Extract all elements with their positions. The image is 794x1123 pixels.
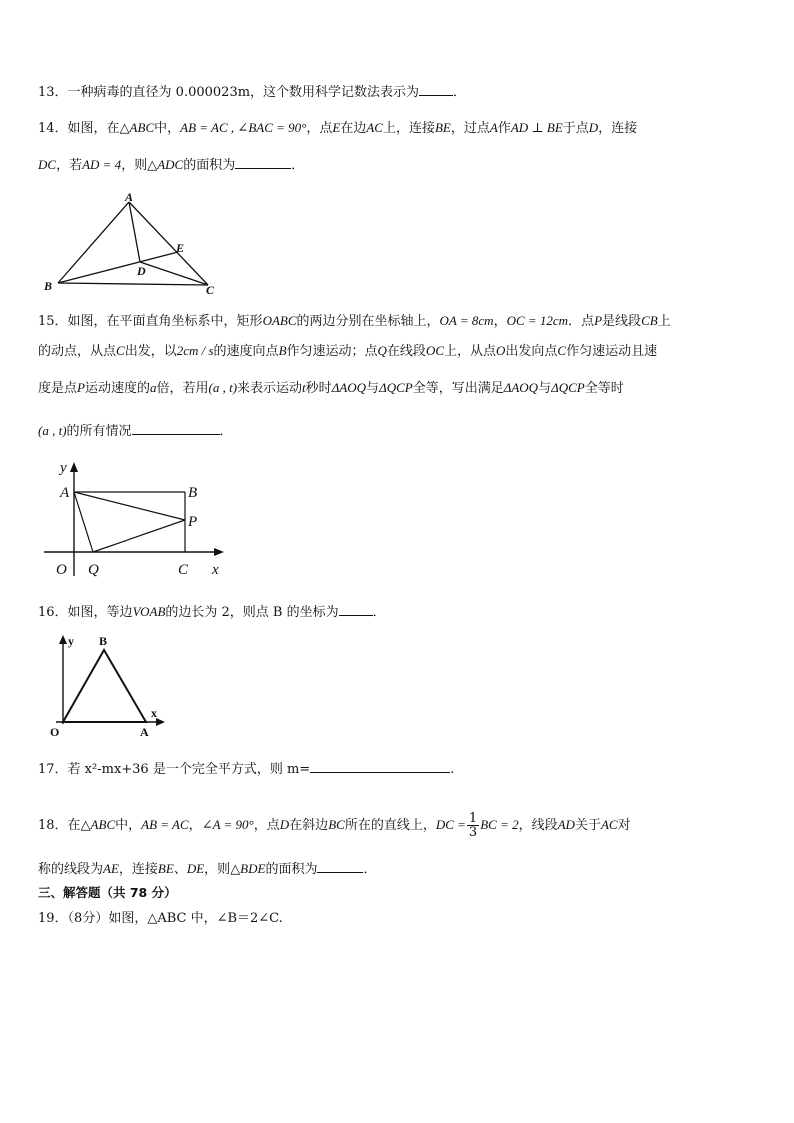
question-text: 倍，若用 xyxy=(156,381,209,396)
math-expression: P xyxy=(77,380,85,395)
question-text: 出发，以 xyxy=(124,344,177,359)
label-c: C xyxy=(178,562,189,578)
question-text: 的面积为 xyxy=(183,158,236,173)
question-number: 16． xyxy=(38,605,68,620)
math-expression: OC xyxy=(425,343,444,358)
question-text: 中， xyxy=(115,818,142,833)
question-text: ，过点 xyxy=(450,121,490,136)
math-expression: BE xyxy=(157,861,174,876)
math-expression: D xyxy=(279,817,290,832)
math-expression: BE xyxy=(434,120,451,135)
question-text: 来表示运动 xyxy=(237,381,303,396)
question-number: 15． xyxy=(38,314,68,329)
question-number: 18． xyxy=(38,818,68,833)
question-text: 的两边分别在坐标轴上， xyxy=(296,314,440,329)
question-text: 的面积为 xyxy=(265,862,318,877)
question-text: ，若 xyxy=(56,158,83,173)
question-text: 关于 xyxy=(574,818,601,833)
question-14-line-2 xyxy=(38,155,304,175)
answer-blank xyxy=(235,155,291,169)
label-c: C xyxy=(206,283,215,297)
question-text: 的动点，从点 xyxy=(38,344,117,359)
question-text: 在线段 xyxy=(386,344,426,359)
math-expression: E xyxy=(332,120,341,135)
math-expression: DC xyxy=(38,157,57,172)
label-o: O xyxy=(56,562,67,578)
question-text: 作匀速运动且速 xyxy=(566,344,658,359)
segment-qp xyxy=(93,520,185,552)
math-expression: AE xyxy=(103,861,119,876)
question-text: . xyxy=(450,762,455,777)
question-text: 于点 xyxy=(562,121,589,136)
question-text: 如图，等边 xyxy=(67,605,133,620)
question-13 xyxy=(38,82,466,102)
math-expression: O xyxy=(496,343,506,358)
fraction-one-third xyxy=(467,812,479,839)
math-expression: OC = 12cm xyxy=(506,313,569,328)
section-heading: 三、解答题（共 78 分） xyxy=(38,885,177,900)
question-text: ． xyxy=(219,424,233,439)
question-number: 13． xyxy=(38,85,68,100)
answer-blank xyxy=(317,859,363,873)
question-text: 所在的直线上， xyxy=(344,818,436,833)
fraction-numerator: 1 xyxy=(468,811,478,826)
question-text: ，点 xyxy=(306,121,333,136)
question-15-line-4 xyxy=(38,421,233,441)
question-text: ，连接 xyxy=(118,862,158,877)
label-d: D xyxy=(137,264,146,278)
math-expression: ΔAOQ xyxy=(503,380,539,395)
math-expression: BC = 2 xyxy=(480,817,519,832)
question-15-line-1 xyxy=(38,312,671,331)
question-text: 全等时 xyxy=(584,381,624,396)
question-text: ，连接 xyxy=(598,121,638,136)
math-expression: DE xyxy=(186,861,205,876)
x-axis-arrow xyxy=(214,548,224,556)
question-text: 如图，在平面直角坐标系中，矩形 xyxy=(67,314,263,329)
answer-blank xyxy=(419,82,453,96)
question-18-line-2 xyxy=(38,859,377,879)
question-text: 称的线段为 xyxy=(38,862,104,877)
question-text: 在边 xyxy=(340,121,367,136)
question-text: 、 xyxy=(173,862,187,877)
math-expression: AD xyxy=(557,817,575,832)
question-text: ，则 xyxy=(121,158,148,173)
rectangle-figure-q15 xyxy=(36,458,236,586)
question-text: 上，从点 xyxy=(444,344,497,359)
math-expression: P xyxy=(594,313,603,328)
answer-blank xyxy=(310,759,450,773)
math-expression: 2cm / s xyxy=(176,343,214,358)
question-16 xyxy=(38,602,386,622)
question-text: 若 x²-mx+36 是一个完全平方式，则 m= xyxy=(67,762,311,777)
label-a: A xyxy=(60,485,70,501)
question-14-line-1 xyxy=(38,119,637,138)
question-text: 如图，在 xyxy=(67,121,120,136)
math-expression: ΔQCP xyxy=(379,380,413,395)
question-text: ， xyxy=(188,818,202,833)
math-expression: △ABC xyxy=(80,817,116,832)
math-expression: △ADC xyxy=(147,157,184,172)
math-expression: △ABC xyxy=(119,120,155,135)
question-number: 17． xyxy=(38,762,68,777)
label-a: A xyxy=(140,725,149,739)
math-expression: AD = 4 xyxy=(82,157,122,172)
math-expression: AD ⊥ BE xyxy=(510,120,563,135)
equilateral-triangle xyxy=(63,650,146,722)
math-expression: △BDE xyxy=(230,861,266,876)
math-expression: Q xyxy=(377,343,387,358)
question-18-line-1 xyxy=(38,812,631,839)
question-number: 14． xyxy=(38,121,68,136)
question-17 xyxy=(38,759,454,779)
answer-blank xyxy=(132,421,220,435)
math-expression: AB = AC xyxy=(141,817,189,832)
question-text: 在 xyxy=(67,818,81,833)
label-q: Q xyxy=(88,562,99,578)
math-expression: (a , t) xyxy=(38,423,67,438)
triangle-figure-q14 xyxy=(38,190,228,298)
question-text: ． xyxy=(363,862,377,877)
answer-blank xyxy=(339,602,373,616)
question-text: 中， xyxy=(154,121,181,136)
label-b: B xyxy=(99,634,108,648)
label-b: B xyxy=(188,485,198,501)
math-expression: AC xyxy=(366,120,383,135)
math-expression: ΔQCP xyxy=(551,380,585,395)
label-x: x xyxy=(212,562,219,578)
math-expression: BC xyxy=(328,817,345,832)
label-b: B xyxy=(44,279,53,293)
question-text: ．点 xyxy=(568,314,595,329)
question-text: ． xyxy=(372,605,386,620)
question-text: 对 xyxy=(617,818,631,833)
math-expression: DC = xyxy=(435,817,466,832)
y-axis-arrow xyxy=(59,635,67,644)
segment-be xyxy=(58,252,178,283)
fraction-denominator: 3 xyxy=(468,825,478,840)
segment-ap xyxy=(74,492,185,520)
question-text: 秒时 xyxy=(305,381,332,396)
math-expression: OA = 8cm xyxy=(439,313,494,328)
math-expression: CB xyxy=(641,313,658,328)
label-p: P xyxy=(188,514,198,530)
label-y: y xyxy=(60,460,67,476)
math-expression: ∠A = 90° xyxy=(201,817,254,832)
question-text: 全等，写出满足 xyxy=(412,381,504,396)
math-expression: C xyxy=(557,343,567,358)
question-text: 度是点 xyxy=(38,381,78,396)
label-x: x xyxy=(151,706,157,720)
math-expression: ΔAOQ xyxy=(331,380,367,395)
question-text: 在斜边 xyxy=(289,818,329,833)
question-number: 19． xyxy=(38,911,68,926)
label-o: O xyxy=(50,725,60,739)
question-text: 的速度向点 xyxy=(213,344,279,359)
math-expression: a xyxy=(149,380,157,395)
question-text: 是线段 xyxy=(602,314,642,329)
question-text: 一种病毒的直径为 0.000023m，这个数用科学记数法表示为 xyxy=(67,85,420,100)
question-text: 与 xyxy=(366,381,380,396)
triangle-figure-q16 xyxy=(42,632,172,740)
question-text: ， xyxy=(493,314,507,329)
math-expression: C xyxy=(116,343,125,358)
question-19 xyxy=(38,910,283,928)
math-expression: OABC xyxy=(262,313,297,328)
math-expression: (a , t) xyxy=(208,380,238,395)
math-expression: AC xyxy=(600,817,618,832)
question-text: 上 xyxy=(657,314,671,329)
question-text: ，点 xyxy=(253,818,280,833)
question-text: 运动速度的 xyxy=(84,381,150,396)
question-text: 的边长为 2，则点 B 的坐标为 xyxy=(165,605,339,620)
question-text: （8分）如图，△ABC 中，∠B＝2∠C. xyxy=(67,911,283,926)
label-y: y xyxy=(68,634,74,648)
math-expression: B xyxy=(278,343,287,358)
x-axis-arrow xyxy=(156,718,165,726)
label-a: A xyxy=(125,190,134,204)
segment-ab xyxy=(58,202,129,283)
question-15-line-2 xyxy=(38,342,657,361)
question-text: 作匀速运动；点 xyxy=(286,344,378,359)
question-text: 与 xyxy=(538,381,552,396)
question-text: ． xyxy=(291,158,305,173)
question-text: ，则 xyxy=(204,862,231,877)
math-expression: t xyxy=(302,380,306,395)
segment-bc xyxy=(58,283,208,285)
question-text: 上，连接 xyxy=(382,121,435,136)
question-15-line-3 xyxy=(38,379,624,398)
question-text: 的所有情况 xyxy=(66,424,132,439)
segment-aq xyxy=(74,492,93,552)
question-text: 作 xyxy=(497,121,511,136)
y-axis-arrow xyxy=(70,462,78,472)
math-expression: VOAB xyxy=(132,604,166,619)
math-expression: D xyxy=(588,120,599,135)
math-expression: AB = AC , ∠BAC = 90° xyxy=(180,120,307,135)
math-expression: A xyxy=(489,120,498,135)
question-text: ，线段 xyxy=(518,818,558,833)
question-text: ． xyxy=(453,85,467,100)
question-text: 出发向点 xyxy=(505,344,558,359)
label-e: E xyxy=(176,241,185,255)
